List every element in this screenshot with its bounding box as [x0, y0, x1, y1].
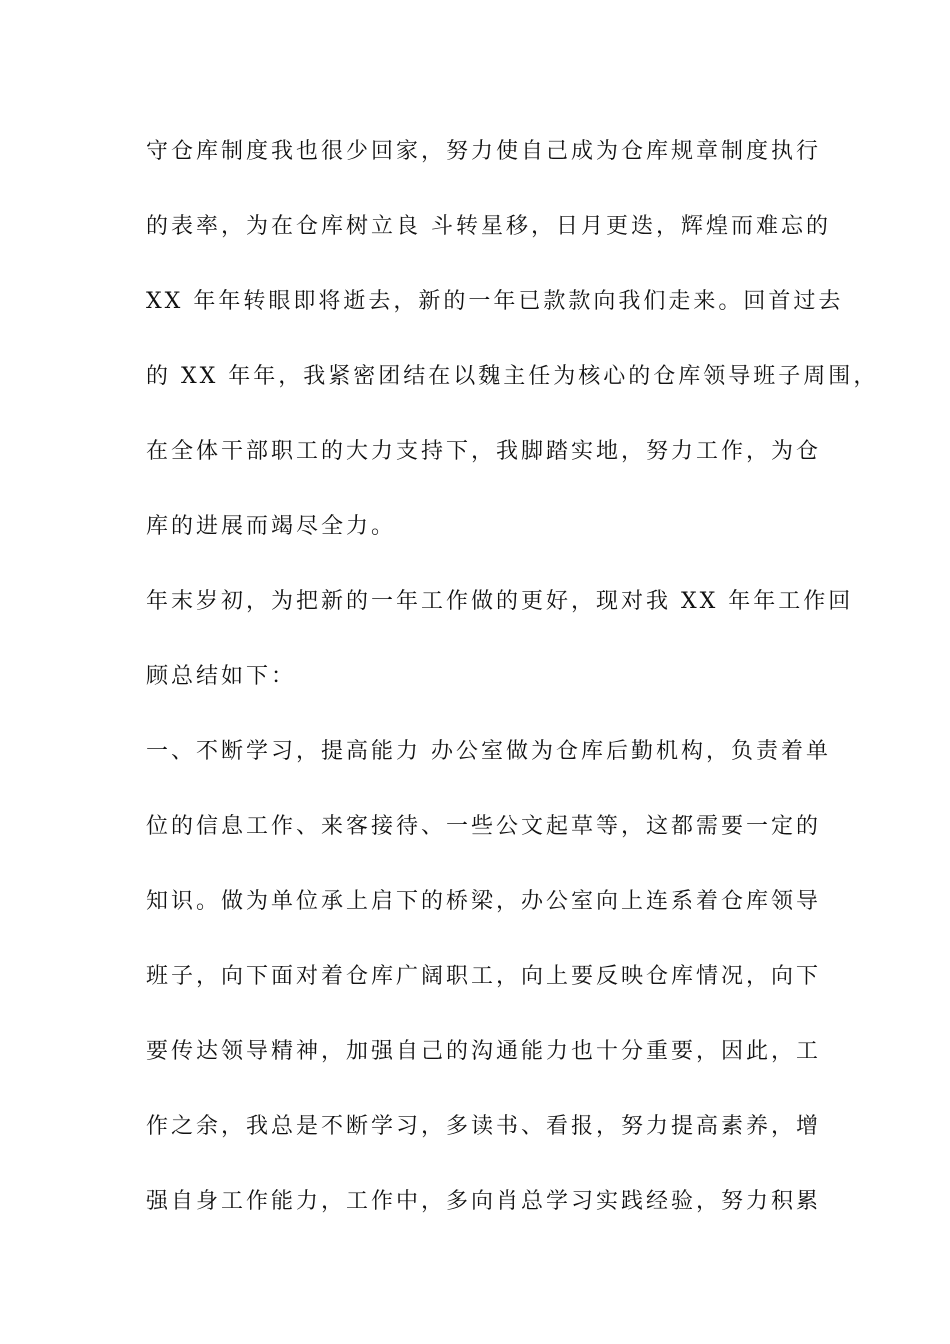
text-line: 的 XX 年年，我紧密团结在以魏主任为核心的仓库领导班子周围，: [146, 364, 879, 389]
text-line: 知识。做为单位承上启下的桥梁，办公室向上连系着仓库领导: [146, 889, 822, 914]
text-line: 要传达领导精神，加强自己的沟通能力也十分重要，因此，工: [146, 1039, 822, 1064]
text-line: 作之余，我总是不断学习，多读书、看报，努力提高素养，增: [146, 1114, 822, 1139]
text-line: 顾总结如下：: [146, 664, 297, 689]
text-line: 库的进展而竭尽全力。: [146, 514, 397, 539]
text-line: 一、不断学习，提高能力 办公室做为仓库后勤机构，负责着单: [146, 739, 831, 764]
text-line: 强自身工作能力，工作中，多向肖总学习实践经验，努力积累: [146, 1189, 822, 1214]
text-line: 守仓库制度我也很少回家，努力使自己成为仓库规章制度执行: [146, 139, 822, 164]
text-line: 年末岁初，为把新的一年工作做的更好，现对我 XX 年年工作回: [146, 589, 854, 614]
body-text: [146, 130, 879, 1255]
text-line: 位的信息工作、来客接待、一些公文起草等，这都需要一定的: [146, 814, 822, 839]
text-line: 在全体干部职工的大力支持下，我脚踏实地，努力工作，为仓: [146, 439, 822, 464]
text-line: XX 年年转眼即将逝去，新的一年已款款向我们走来。回首过去: [146, 289, 844, 314]
text-line: 的表率，为在仓库树立良 斗转星移，日月更迭，辉煌而难忘的: [146, 214, 831, 239]
text-line: 班子，向下面对着仓库广阔职工，向上要反映仓库情况，向下: [146, 964, 822, 989]
